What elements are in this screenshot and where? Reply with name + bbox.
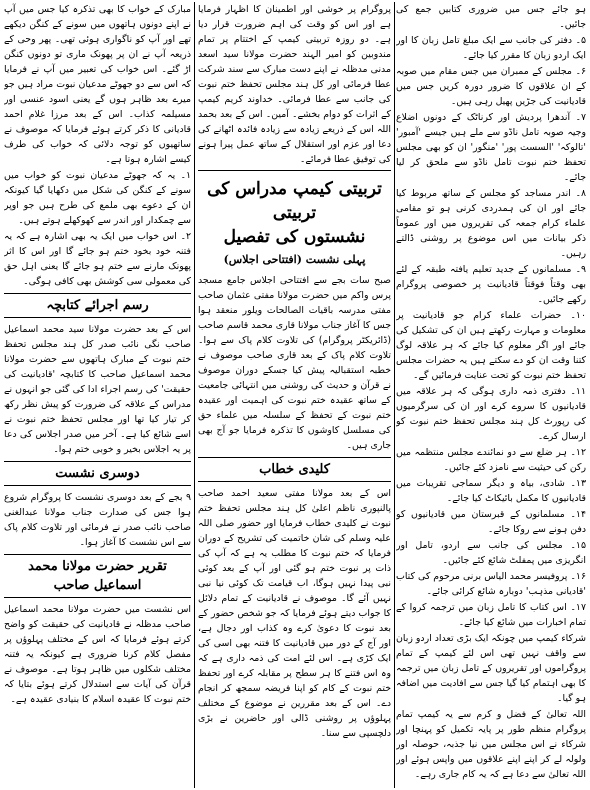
paragraph: اس کے بعد مولانا مفتی سعید احمد صاحب پالنپوری ناظم اعلیٰ کل ہند مجلس تحفظ ختم نبوت نے کلیدی خطاب فرمایا اور حضور صلی اللہ علیہ وسلم کی شان خاتمیت کی تشریح کے دوران فرمایا کہ ختم نبوت کا مطلب یہ ہے کہ آپ کی ذات پر نبوت ختم ہو گئی اور آپ کے بعد کوئی نبی پیدا نہیں ہوگا، اب قیامت تک کوئی نیا نبی نہیں آئے گا۔ موصوف نے قادیانیت کے تمام دلائل کا جواب دیتے ہوئے فرمایا کہ جو شخص حضور کے بعد نبوت کا دعویٰ کرے وہ کذاب اور دجال ہے، اور آج کے دور میں قادیانیت کا فتنہ بھی اسی کی ایک کڑی ہے۔ اس لئے امت کی ذمہ داری ہے کہ وہ اس فتنے کا ہر سطح پر مقابلہ کرے اور تحفظ ختم نبوت کے کام کو اپنا فریضہ سمجھ کر انجام دے۔ اس کے بعد مقررین نے موضوع کے مختلف پہلوؤں پر روشنی ڈالی اور حاضرین نے بڑی دلچسپی سے سنا۔ <box>198 488 391 739</box>
paragraph: ۱۳۔ شادی، بیاہ و دیگر سماجی تقریبات میں قادیانیوں کا مکمل بائیکاٹ کیا جائے۔ <box>396 478 586 504</box>
paragraph: ۵۔ دفتر کی جانب سے ایک مبلغ تامل زبان کا اور ایک اردو زبان کا مقرر کیا جائے۔ <box>396 35 586 61</box>
article-subtitle: پہلی نشست (افتتاحی اجلاس) <box>223 253 366 266</box>
middle-column <box>198 2 391 788</box>
paragraph: ۷۔ آندھرا پردیش اور کرناٹک کے دونوں اضلاع وجیہ صوبہ تامل ناڈو سے ملے ہیں جیسے 'آمبور' 'تالوکہ' 'السست پور' 'منگور' ان کو بھی مجلس تحفظ ختم نبوت تامل ناڈو سے ملحق کر لیا جائے۔ <box>396 112 586 183</box>
section-heading-box <box>198 457 391 482</box>
paragraph: ۹ بجے کے بعد دوسری نشست کا پروگرام شروع ہوا جس کی صدارت جناب مولانا عبدالغنی صاحب نائب صدر نے فرمائی اور تلاوت کلام پاک سے اس نشست کا آغاز ہوا۔ <box>4 492 191 548</box>
paragraph: ۶۔ مجلس کے ممبران میں جس مقام میں صوبہ کے ان علاقوں کا ضرور دورہ کریں جس میں قادیانیت کی جڑیں پھیل رہی ہیں۔ <box>396 66 586 107</box>
paragraph: اللہ تعالیٰ کے فضل و کرم سے یہ کیمپ تمام پروگرام منظم طور پر پایہ تکمیل کو پہنچا اور شرکاء نے اس مجلس میں نیا جذبہ، حوصلہ اور ولولہ لے کر اپنے اپنے علاقوں میں واپس ہوئے اور اللہ تعالیٰ سے دعا ہے کہ یہ کام جاری رہے۔ <box>396 709 586 780</box>
section-heading-box <box>4 293 191 318</box>
paragraph: پروگرام پر خوشی اور اطمینان کا اظہار فرمایا ہے اور اس کو وقت کی اہم ضرورت قرار دیا ہے۔ دو روزہ تربیتی کیمپ کے اختتام پر تمام مندوبین کو امیر الہند حضرت مولانا سید اسعد مدنی مدظلہ نے اپنے دست مبارک سے سند شرکت عطا فرمائی اور کل ہند مجلس تحفظ ختم نبوت کی جانب سے عطا فرمائی۔ خداوند کریم کیمپ کے اثرات کو دوام بخشے۔ آمین۔ اس کے بعد بحمد اللہ اس کے ذریعے زیادہ سے زیادہ فائدہ اٹھانے کی دعا اور عزم اور استقلال کے ساتھ عمل پیرا ہونے کی توفیق عطا فرمائے۔ <box>198 4 391 165</box>
article-title <box>198 177 391 249</box>
section-heading: رسم اجرائے کتابچہ <box>46 298 149 313</box>
paragraph: ۱۴۔ مسلمانوں کے قبرستان میں قادیانیوں کو دفن ہونے سے روکا جائے۔ <box>396 509 586 535</box>
article-title-line: تربیتی کیمپ مدراس کی تربیتی <box>207 179 382 223</box>
section-heading: تقریر حضرت مولانا محمد اسماعیل صاحب <box>28 559 167 593</box>
section-heading: کلیدی خطاب <box>259 462 330 477</box>
right-column <box>396 2 586 788</box>
paragraph: ۱۶۔ پروفیسر محمد الیاس برنی مرحوم کی کتاب 'قادیانی مذہب' دوبارہ شائع کرائی جائے۔ <box>396 571 586 597</box>
paragraph: ۱۵۔ مجلس کی جانب سے اردو، تامل اور انگریزی میں پمفلٹ شائع کئے جائیں۔ <box>396 540 586 566</box>
paragraph: ہو جائے جس میں ضروری کتابیں جمع کی جائیں۔ <box>396 4 586 30</box>
paragraph: ۱۔ یہ کہ جھوٹے مدعیان نبوت کو خواب میں سونے کے کنگن کی شکل میں دکھایا گیا کیونکہ ان کے دعوے بھی ملمع کی طرح ہیں جو اوپر سے چمکدار اور اندر سے کھوکھلے ہوتے ہیں۔ <box>4 170 191 226</box>
paragraph: ۱۰۔ حضرات علماء کرام جو قادیانیت پر معلومات و مہارت رکھتے ہیں ان کی تشکیل کی جائے اور اگر معلوم کیا جائے کہ ہر علاقہ لوگ کتنا وقت ان کو دے سکتے ہیں یہ حضرات مجلس تحفظ ختم نبوت کو تحت عنایت فرمائیں گے۔ <box>396 310 586 381</box>
paragraph: شرکاء کیمپ میں چونکہ ایک بڑی تعداد اردو زبان سے واقف نہیں تھی اس لئے کیمپ کے تمام پروگراموں اور تقریروں کے تامل زبان میں ترجمہ کا بھی اہتمام کیا گیا جس سے افادیت میں اضافہ ہو گیا۔ <box>396 633 586 704</box>
paragraph: مبارک کے خواب کا بھی تذکرہ کیا جس میں آپ نے اپنے دونوں ہاتھوں میں سونے کے کنگن دیکھے تھے اور آپ کو ناگواری ہوئی تھی۔ پھر وحی کے ذریعہ آپ نے ان پر پھونک ماری تو دونوں کنگن اڑ گئے۔ اس خواب کی تعبیر میں آپ نے فرمایا کہ اس سے دو جھوٹے مدعیان نبوت مراد ہیں جو میرے بعد ظاہر ہوں گے یعنی اسود عنسی اور مسیلمہ کذاب۔ اس کے بعد مرزا غلام احمد قادیانی کا ذکر کرتے ہوئے فرمایا کہ موصوف نے ساتھیوں کو توجہ دلائی کہ خواب کی طرف کیسے اشارہ ہوتا ہے۔ <box>4 4 191 165</box>
section-heading: دوسری نشست <box>55 466 140 481</box>
paragraph: ۱۱۔ دفتری ذمہ داری ہوگی کہ ہر علاقہ میں قادیانیوں کا سروے کرے اور ان کی سرگرمیوں کی رپورٹ کل ہند مجلس تحفظ ختم نبوت کو ارسال کرے۔ <box>396 386 586 442</box>
left-column <box>4 2 191 788</box>
paragraph: ۸۔ اندر مساجد کو مجلس کے ساتھ مربوط کیا جائے اور ان کی ہمدردی کرنی ہو تو مقامی علماء کرام جمعہ کی تقریروں میں اور عموماً ذکر بیانات میں اس موضوع پر روشنی ڈالتے رہیں۔ <box>396 188 586 259</box>
paragraph: ۱۷۔ اس کتاب کا تامل زبان میں ترجمہ کروا کے تمام اخبارات میں شائع کیا جائے۔ <box>396 602 586 628</box>
section-heading-box <box>4 554 191 598</box>
column-rule <box>194 2 195 788</box>
paragraph: صبح سات بجے سے افتتاحی اجلاس جامع مسجد پرس واکم میں حضرت مولانا مفتی عثمان صاحب مفتی مدرسہ باقیات الصالحات ویلور منعقد ہوا جس کا آغاز جناب مولانا قاری محمد قاسم صاحب (ڈائریکٹر پروگرام) کی تلاوت کلام پاک سے ہوا۔ تلاوت کلام پاک کے بعد قاری صاحب موصوف نے خطبہ استقبالیہ پیش کیا جسکے دوران موصوف نے قرآن و حدیث کی روشنی میں انتہائی جامعیت کے ساتھ عقیدہ ختم نبوت کی اہمیت اور عقیدہ ختم نبوت کے تحفظ کے سلسلہ میں علماء حق کی مسلسل کاوشوں کا تذکرہ فرمایا جو آج بھی جاری ہیں۔ <box>198 275 391 451</box>
paragraph: اس نشست میں حضرت مولانا محمد اسماعیل صاحب مدظلہ نے قادیانیت کی حقیقت کو واضح کرتے ہوئے فرمایا کہ اس کے مختلف پہلوؤں پر مفصل کلام کرنا ضروری ہے کیونکہ یہ فتنہ مختلف شکلوں میں ظاہر ہوتا ہے۔ موصوف نے قرآن کی آیات سے استدلال کرتے ہوئے بتایا کہ ختم نبوت کا عقیدہ اسلام کا بنیادی عقیدہ ہے۔ <box>4 604 191 705</box>
column-rule <box>394 2 395 788</box>
paragraph: اس کے بعد حضرت مولانا سید محمد اسماعیل صاحب نگی نائب صدر کل ہند مجلس تحفظ ختم نبوت کے مبارک ہاتھوں سے حضرت مولانا محمد اسماعیل صاحب کا کتابچہ 'قادیانیت کی حقیقت' کی رسم اجراء ادا کی گئی جو انہوں نے مدراس کے علاقہ کی ضرورت کو پیش نظر رکھ کر تیار کیا تھا اور مجلس تحفظ ختم نبوت نے اسے شائع کیا ہے۔ آخر میں صدر اجلاس کی دعا پر یہ اجلاس بخیر و خوبی ختم ہوا۔ <box>4 324 191 455</box>
section-divider <box>198 170 391 171</box>
paragraph: ۱۲۔ ہر ضلع سے دو نمائندے مجلس منتظمہ میں رکن کی حیثیت سے نامزد کئے جائیں۔ <box>396 447 586 473</box>
section-heading-box <box>4 461 191 486</box>
article-title-line: نشستوں کی تفصیل <box>223 227 366 247</box>
paragraph: ۹۔ مسلمانوں کے جدید تعلیم یافتہ طبقہ کے لئے بھی وقتاً فوقتاً قادیانیت پر خصوصی پروگرام رکھے جائیں۔ <box>396 264 586 305</box>
paragraph: ۲۔ اس خواب میں ایک یہ بھی اشارہ ہے کہ یہ فتنہ خود بخود ختم ہو جائے گا اور اس کا اثر پھونک مارنے سے ختم ہو جائے گا یعنی اہل حق کی معمولی سی کوشش بھی کافی ہوگی۔ <box>4 231 191 287</box>
